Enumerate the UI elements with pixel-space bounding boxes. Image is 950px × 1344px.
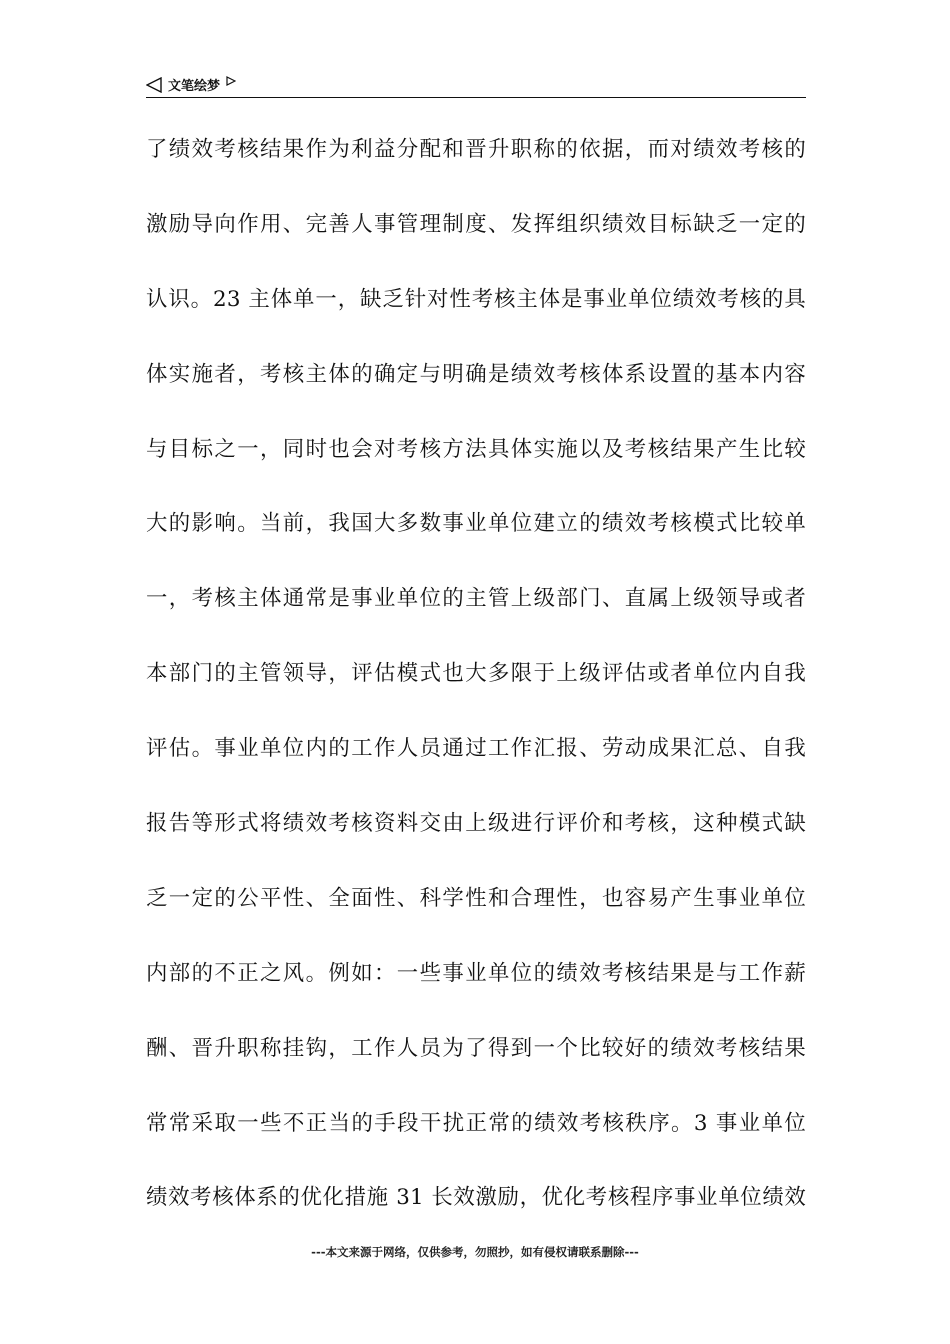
body-paragraph — [146, 128, 806, 1251]
header-title: 文笔绘梦 — [168, 79, 221, 94]
header-brand — [146, 75, 236, 94]
text-line: 报告等形式将绩效考核资料交由上级进行评价和考核，这种模式缺 — [146, 811, 806, 837]
text-line: 大的影响。当前，我国大多数事业单位建立的绩效考核模式比较单 — [146, 511, 806, 537]
header-divider — [146, 97, 806, 98]
text-line: 内部的不正之风。例如：一些事业单位的绩效考核结果是与工作薪 — [146, 960, 806, 986]
text-line: 认识。23 主体单一，缺乏针对性考核主体是事业单位绩效考核的具 — [146, 286, 806, 312]
text-line: 常常采取一些不正当的手段干扰正常的绩效考核秩序。3 事业单位 — [146, 1110, 806, 1136]
text-line: 绩效考核体系的优化措施 31 长效激励，优化考核程序事业单位绩效 — [146, 1185, 806, 1211]
text-line: 与目标之一，同时也会对考核方法具体实施以及考核结果产生比较 — [146, 436, 806, 462]
text-line: 酬、晋升职称挂钩，工作人员为了得到一个比较好的绩效考核结果 — [146, 1035, 806, 1061]
text-line: 激励导向作用、完善人事管理制度、发挥组织绩效目标缺乏一定的 — [146, 211, 806, 237]
text-line: 乏一定的公平性、全面性、科学性和合理性，也容易产生事业单位 — [146, 885, 806, 911]
text-line: 了绩效考核结果作为利益分配和晋升职称的依据，而对绩效考核的 — [146, 137, 806, 162]
footer-disclaimer: ---本文来源于网络，仅供参考，勿照抄，如有侵权请联系删除--- — [311, 1245, 639, 1259]
text-line: 体实施者，考核主体的确定与明确是绩效考核体系设置的基本内容 — [146, 361, 806, 387]
text-line: 评估。事业单位内的工作人员通过工作汇报、劳动成果汇总、自我 — [146, 736, 806, 762]
text-line: 本部门的主管领导，评估模式也大多限于上级评估或者单位内自我 — [146, 661, 806, 687]
triangle-right-icon — [226, 76, 236, 86]
text-line: 一，考核主体通常是事业单位的主管上级部门、直属上级领导或者 — [146, 586, 806, 612]
triangle-left-icon — [146, 77, 162, 93]
page-header — [146, 72, 806, 98]
